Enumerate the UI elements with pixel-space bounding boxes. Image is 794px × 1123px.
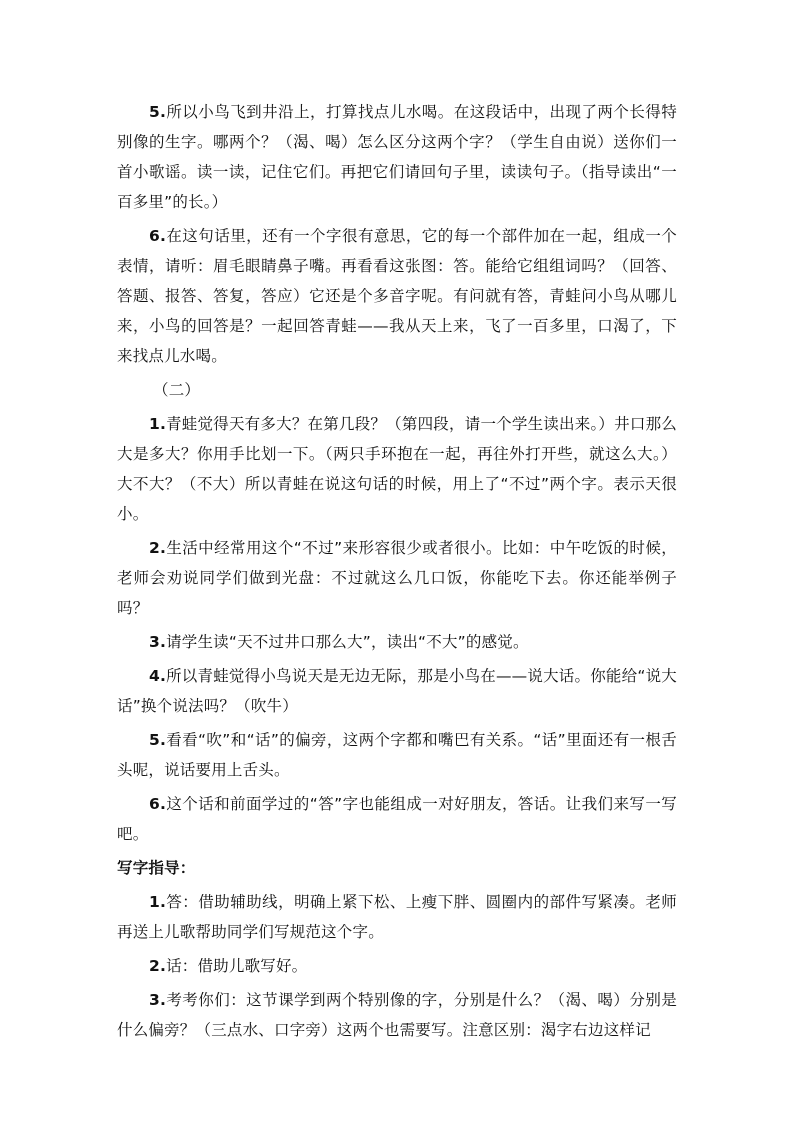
paragraph-part2-3 [117,627,677,657]
document-body [117,97,677,1049]
paragraph-part3-2 [117,951,677,981]
paragraph-text: 所以小鸟飞到井沿上，打算找点儿水喝。在这段话中，出现了两个长得特别像的生字。哪两个？（渴、喝）怎么区分这两个字？（学生自由说）送你们一首小歌谣。读一读，记住它们。再把它们请回句子里，读读句子。（指导读出“一百多里”的长。） [117,103,677,211]
paragraph-part2-2 [117,533,677,623]
paragraph-text: 话：借助儿歌写好。 [166,957,308,975]
paragraph-text: 看看“吹”和“话”的偏旁，这两个字都和嘴巴有关系。“话”里面还有一根舌头呢，说话要用上舌头。 [117,731,677,779]
paragraph-text: 请学生读“天不过井口那么大”，读出“不大”的感觉。 [166,633,529,651]
paragraph-number: 1. [149,893,167,911]
paragraph-number: 1. [149,415,167,433]
paragraph-part2-6 [117,789,677,849]
paragraph-text: 在这句话里，还有一个字很有意思，它的每一个部件加在一起，组成一个表情，请听：眉毛眼睛鼻子嘴。再看看这张图：答。能给它组组词吗？（回答、答题、报答、答复，答应）它还是个多音字呢。有问就有答，青蛙问小鸟从哪儿来，小鸟的回答是？一起回答青蛙——我从天上来，飞了一百多里，口渴了，下来找点儿水喝。 [117,227,677,365]
paragraph-part2-1 [117,409,677,529]
paragraph-text: 考考你们：这节课学到两个特别像的字，分别是什么？（渴、喝）分别是什么偏旁？（三点水、口字旁）这两个也需要写。注意区别：渴字右边这样记 [117,991,677,1039]
section-label-2: （二） [153,381,201,399]
paragraph-part1-5 [117,97,677,217]
paragraph-text: 所以青蛙觉得小鸟说天是无边无际，那是小鸟在——说大话。你能给“说大话”换个说法吗？（吹牛） [117,667,677,715]
paragraph-number: 6. [149,227,167,245]
paragraph-number: 5. [149,103,167,121]
paragraph-part1-6 [117,221,677,371]
paragraph-part2-4 [117,661,677,721]
paragraph-text: 这个话和前面学过的“答”字也能组成一对好朋友，答话。让我们来写一写吧。 [117,795,677,843]
paragraph-text: 生活中经常用这个“不过”来形容很少或者很小。比如：中午吃饭的时候，老师会劝说同学们做到光盘：不过就这么几口饭，你能吃下去。你还能举例子吗？ [117,539,677,617]
paragraph-text: 青蛙觉得天有多大？在第几段？（第四段，请一个学生读出来。）井口那么大是多大？你用手比划一下。（两只手环抱在一起，再往外打开些，就这么大。）大不大？（不大）所以青蛙在说这句话的时候，用上了“不过”两个字。表示天很小。 [117,415,677,523]
paragraph-part3-1 [117,887,677,947]
paragraph-number: 5. [149,731,167,749]
paragraph-number: 3. [149,633,167,651]
writing-guidance-heading: 写字指导： [117,859,196,877]
paragraph-number: 2. [149,957,167,975]
paragraph-part2-5 [117,725,677,785]
paragraph-number: 4. [149,667,167,685]
paragraph-number: 3. [149,991,167,1009]
paragraph-number: 6. [149,795,167,813]
paragraph-number: 2. [149,539,167,557]
paragraph-text: 答：借助辅助线，明确上紧下松、上瘦下胖、圆圈内的部件写紧凑。老师再送上儿歌帮助同学们写规范这个字。 [117,893,677,941]
paragraph-part3-3 [117,985,677,1045]
